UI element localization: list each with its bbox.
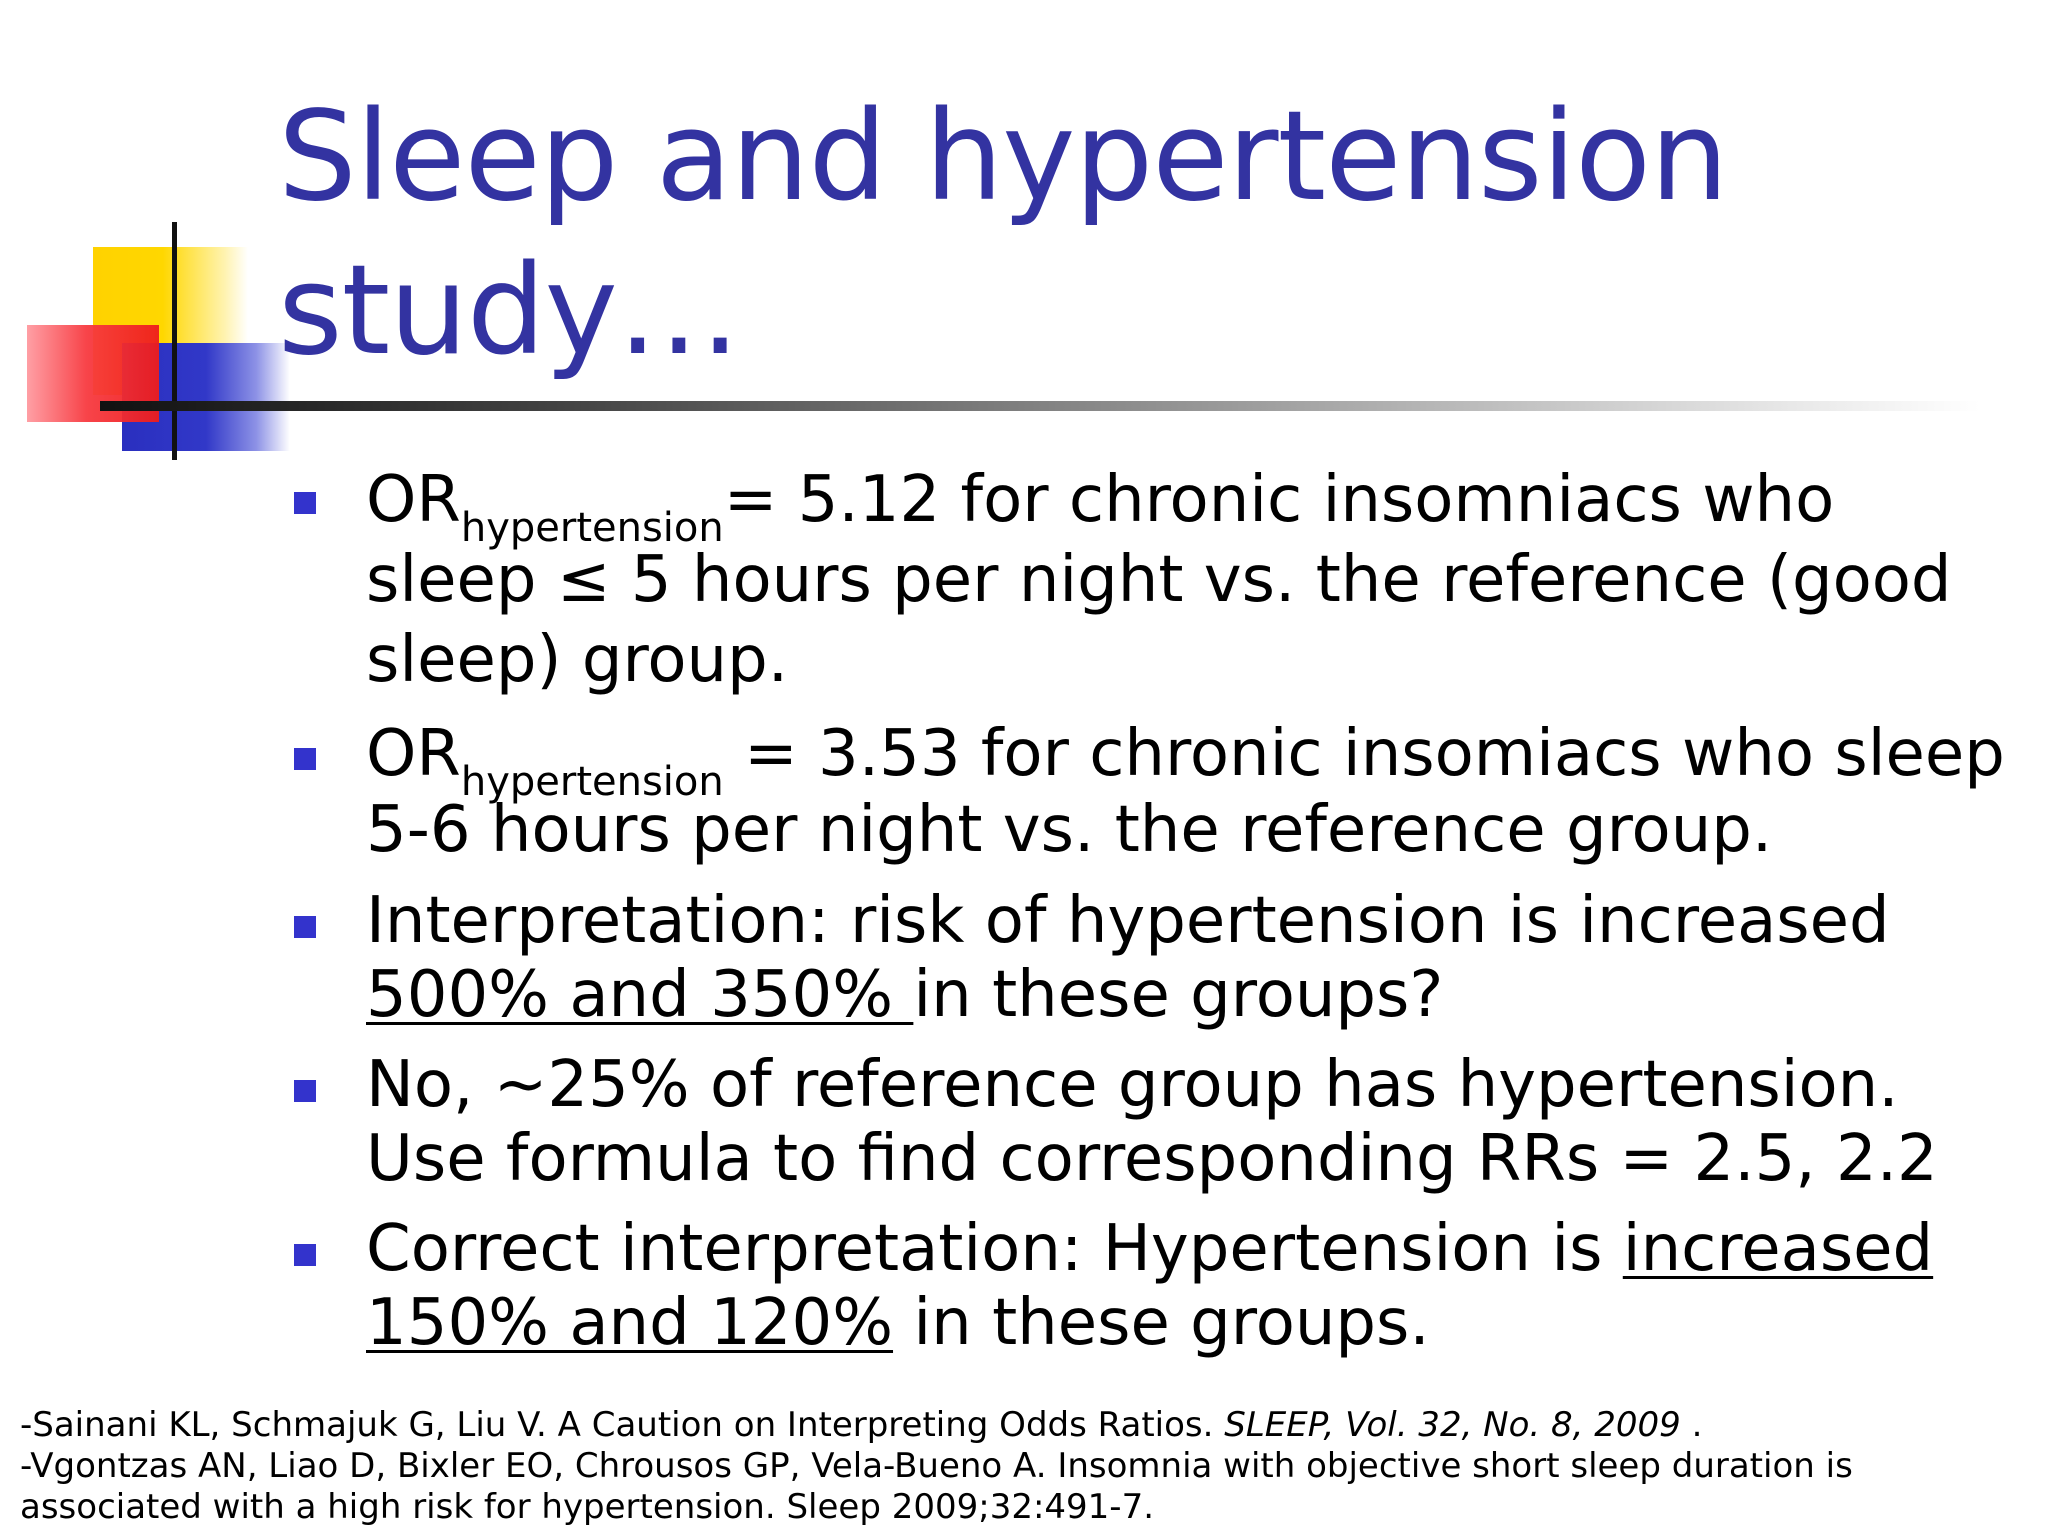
- bullet-item-5: [288, 1212, 2008, 1360]
- bullet-square-icon: [294, 492, 316, 514]
- bullet-square-icon: [294, 748, 316, 770]
- bullet-list: [288, 460, 2008, 1376]
- odds-ratio-subscript: hypertension: [460, 759, 724, 805]
- bullet-item-3: [288, 884, 2008, 1032]
- references: [20, 1405, 2030, 1528]
- title-divider-rule: [100, 401, 1980, 411]
- reference-1-text: -Sainani KL, Schmajuk G, Liu V. A Caution on Interpreting Odds Ratios.: [20, 1405, 1225, 1445]
- reference-2-line2: associated with a high risk for hypertension. Sleep 2009;32:491-7.: [20, 1487, 1155, 1527]
- reference-2-line1: -Vgontzas AN, Liao D, Bixler EO, Chrousos GP, Vela-Bueno A. Insomnia with objective short sleep duration is: [20, 1446, 1853, 1486]
- bullet-underlined-text: increased 150% and 120%: [366, 1212, 1934, 1360]
- slide-title-line2: study…: [278, 239, 740, 383]
- reference-1-journal: SLEEP, Vol. 32, No. 8, 2009: [1224, 1405, 1681, 1445]
- bullet-underlined-text: 500% and 350%: [366, 958, 914, 1032]
- bullet-text: No, ~25% of reference group has hypertension. Use formula to find corresponding RRs = 2.5, 2.2: [366, 1048, 1938, 1196]
- bullet-text: Correct interpretation: Hypertension is: [366, 1212, 1623, 1286]
- bullet-square-icon: [294, 1080, 316, 1102]
- bullet-text: = 3.53 for chronic insomiacs who sleep 5-6 hours per night vs. the reference group.: [366, 717, 2005, 867]
- bullet-item-2: [288, 716, 2008, 868]
- reference-1-tail: .: [1680, 1405, 1703, 1445]
- bullet-text: Interpretation: risk of hypertension is increased: [366, 884, 1890, 958]
- odds-ratio-subscript: hypertension: [460, 505, 724, 551]
- logo-vertical-line: [172, 222, 177, 460]
- slide-title-line1: Sleep and hypertension: [278, 85, 1728, 229]
- bullet-item-1: [288, 460, 2008, 700]
- reference-1: [20, 1405, 2030, 1446]
- odds-ratio-label: OR: [366, 463, 461, 537]
- slide-title: [278, 80, 1978, 388]
- bullet-text-tail: in these groups?: [913, 958, 1444, 1032]
- bullet-item-4: [288, 1048, 2008, 1196]
- bullet-text-tail: in these groups.: [893, 1286, 1430, 1360]
- odds-ratio-label: OR: [366, 717, 461, 791]
- bullet-text: = 5.12 for chronic insomniacs who sleep ≤ 5 hours per night vs. the reference (good sleep) group.: [366, 463, 1952, 697]
- bullet-square-icon: [294, 916, 316, 938]
- bullet-square-icon: [294, 1244, 316, 1266]
